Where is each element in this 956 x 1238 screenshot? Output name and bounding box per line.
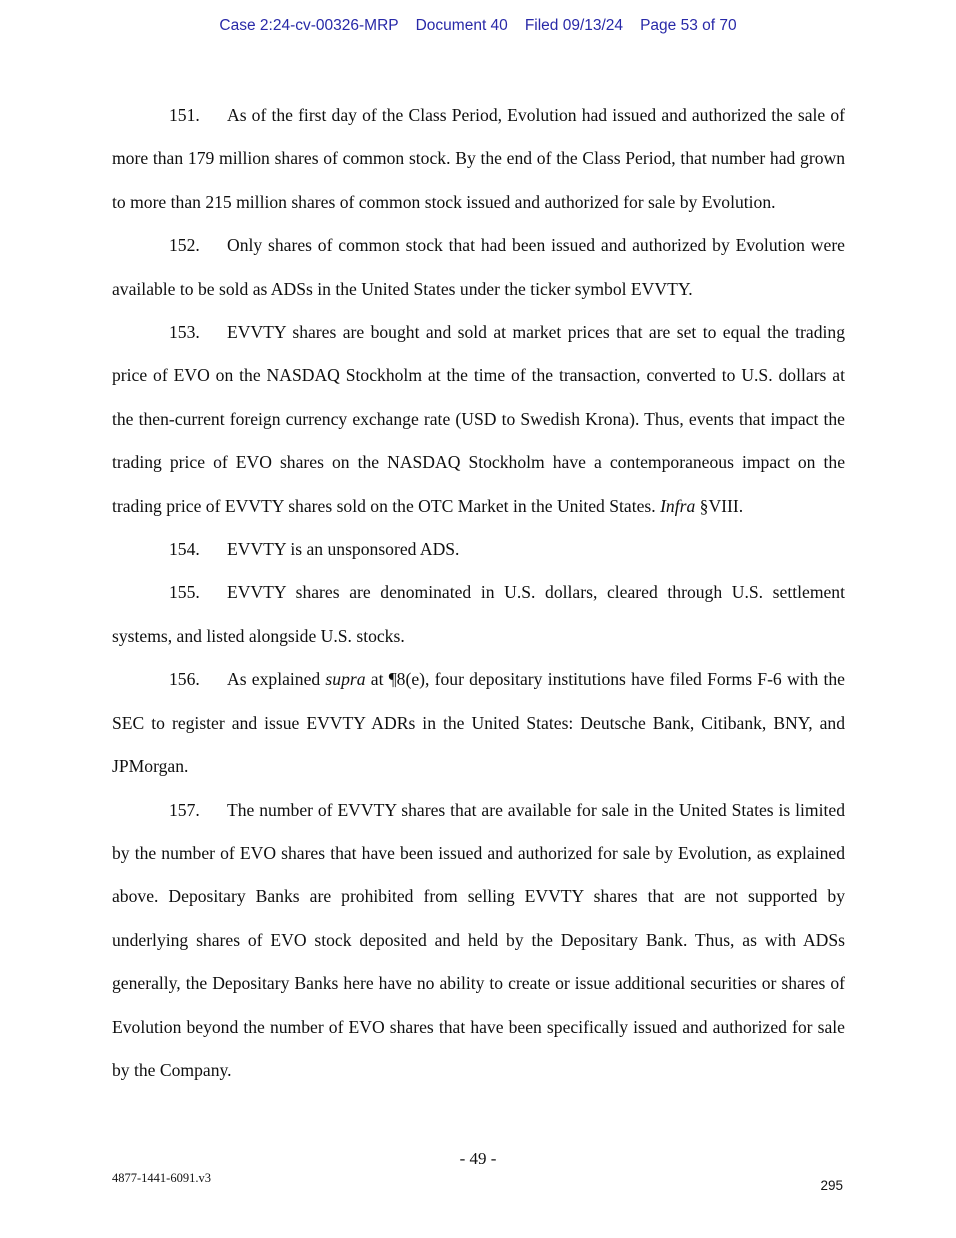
paragraph-155 (112, 571, 845, 658)
paragraph-text: As of the first day of the Class Period, Evolution had issued and authorized the sale of more than 179 million shares of common stock. By the end of the Class Period, that number had grown to more than 215 million shares of common stock issued and authorized for sale by Evolution. (112, 105, 845, 212)
paragraph-text: Only shares of common stock that had been issued and authorized by Evolution were available to be sold as ADSs in the United States under the ticker symbol EVVTY. (112, 235, 845, 299)
court-filing-stamp (0, 17, 956, 35)
paragraph-157 (112, 789, 845, 1093)
paragraph-153 (112, 311, 845, 528)
case-number: Case 2:24-cv-00326-MRP (219, 17, 399, 34)
document-id: 4877-1441-6091.v3 (112, 1171, 211, 1185)
paragraph-number: 157. (169, 799, 200, 820)
italic-citation: supra (325, 669, 366, 690)
page-of-pages: Page 53 of 70 (640, 17, 737, 34)
italic-citation: Infra (660, 495, 696, 516)
paragraph-number: 152. (169, 235, 200, 256)
paragraph-number: 155. (169, 582, 200, 603)
paragraph-number: 153. (169, 322, 200, 343)
document-number: Document 40 (415, 17, 508, 34)
paragraph-number: 156. (169, 669, 200, 690)
page-number: - 49 - (459, 1149, 497, 1168)
filed-date: Filed 09/13/24 (524, 17, 624, 34)
paragraph-text: EVVTY shares are denominated in U.S. dollars, cleared through U.S. settlement systems, and listed alongside U.S. stocks. (112, 582, 845, 646)
bates-number: 295 (820, 1178, 843, 1193)
paragraph-text: EVVTY is an unsponsored ADS. (227, 539, 460, 560)
paragraph-151 (112, 94, 845, 224)
paragraph-number: 151. (169, 105, 200, 125)
paragraph-text: EVVTY shares are bought and sold at market prices that are set to equal the trading price of EVO on the NASDAQ Stockholm at the time of the transaction, converted to U.S. dollars at the then-current foreign currency exchange rate (USD to Swedish Krona). Thus, events that impact the trading price of EVO shares on the NASDAQ Stockholm have a contemporaneous impact on the trading price of EVVTY shares sold on the OTC Market in the United States. (112, 322, 845, 516)
paragraph-text: As explained (227, 669, 326, 690)
paragraph-text: at ¶8(e), four depositary institutions have filed Forms F-6 with the SEC to register and issue EVVTY ADRs in the United States: Deutsche Bank, Citibank, BNY, and JPMorgan. (112, 669, 845, 777)
document-body (112, 94, 845, 1092)
paragraph-154 (112, 528, 845, 571)
paragraph-number: 154. (169, 539, 200, 560)
paragraph-text: The number of EVVTY shares that are available for sale in the United States is limited by the number of EVO shares that have been issued and authorized for sale by Evolution, as explained above. Depositary Banks are prohibited from selling EVVTY shares that are not supported by underlying shares of EVO stock deposited and held by the Depositary Bank. Thus, as with ADSs generally, the Depositary Banks here have no ability to create or issue additional securities or shares of Evolution beyond the number of EVO shares that have been specifically issued and authorized for sale by the Company. (112, 799, 845, 1080)
paragraph-text: §VIII. (695, 495, 744, 516)
paragraph-152 (112, 224, 845, 311)
paragraph-156 (112, 658, 845, 788)
